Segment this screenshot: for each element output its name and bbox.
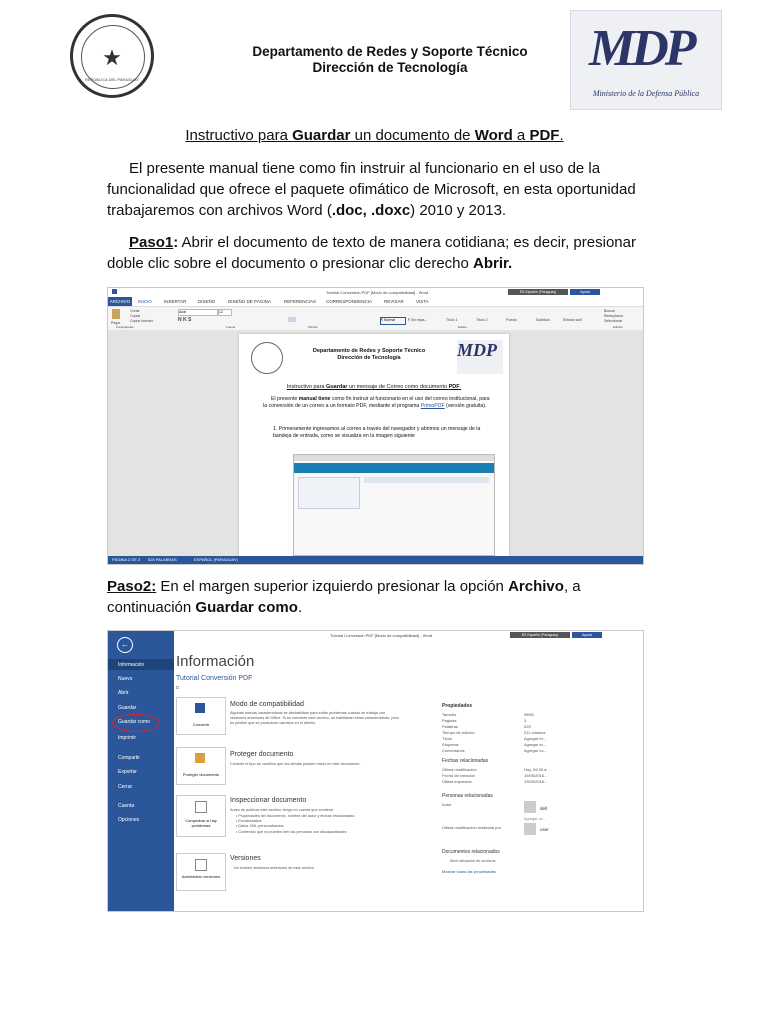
tab-insertar[interactable]: INSERTAR	[164, 299, 187, 304]
paste-icon[interactable]	[112, 309, 120, 319]
sidebar-item-abrir[interactable]: Abrir	[118, 690, 129, 696]
sidebar-item-cerrar[interactable]: Cerrar	[118, 784, 133, 790]
sidebar-item-exportar[interactable]: Exportar	[118, 769, 137, 775]
versions-button[interactable]: Administrar versiones	[176, 853, 226, 891]
tab-archivo[interactable]: ARCHIVO	[109, 299, 131, 304]
backstage-sidebar: ← Información Nuevo Abrir Guardar Guardar como Imprimir Compartir Exportar Cerrar Cuenta Opciones	[108, 631, 174, 911]
word-titlebar: Tutorial Conversión PDF [Modo de compatibilidad] - Word ES Español (Paraguay) Ayuda	[108, 288, 643, 297]
inner-logo: MDP	[457, 340, 503, 374]
paso1-paragraph: Paso1: Abrir el documento de texto de manera cotidiana; es decir, presionar doble clic sobre el documento o presionar clic derecho Abrir.	[107, 234, 636, 272]
backstage-screenshot: ← Información Nuevo Abrir Guardar Guardar como Imprimir Compartir Exportar Cerrar Cuenta Opciones Tutorial Conversión PDF [Modo de compatibilidad] - Word ES Español (Paraguay) Ayuda Información Tutorial Conversión PDF D Convertir Modo de compatibilidad Algunas nuevas características se deshabilitan para evitar problemas cuando se trabaja con versiones anteriores de Office. Si se convierte este archivo, se habilitarán estas características, pero es posible que se produzcan cambios en el diseño. Proteger documento Proteger documento Controle el tipo de cambios que los demás pueden hacer en este documento. Comprobar si hay problemas Inspeccionar documento Antes de publicar este archivo, tenga en cuenta que contiene: • Propiedades del documento, nombre del autor y fechas relacionadas • Encabezados • Datos XML personalizados • Contenido que no pueden leer las personas con discapacidades Administrar versiones Versiones No existen versiones anteriores de este archivo. Propiedades Tamaño 98KB Páginas 3 Palabras 525 Tiempo de edición 211 minutos Título Agregar tít... Etiquetas Agregar et... Comentarios Agregar co... Fechas relacionadas Última modificación Hoy, 09:30 a... Fecha de creación 19/05/2016... Última impresión 19/05/2016... Personas relacionadas Autor dell Agregar un... Última modificación realizada por user Documentos relacionados Abrir ubicación de archivos Mostrar todas las propiedades	[107, 630, 644, 912]
sidebar-item-compartir[interactable]: Compartir	[118, 755, 140, 761]
star-icon: ★	[102, 45, 122, 70]
tab-diseno[interactable]: DISEÑO	[198, 299, 216, 304]
tab-referencias[interactable]: REFERENCIAS	[284, 299, 317, 304]
lock-icon	[195, 753, 205, 763]
info-heading: Información	[176, 653, 255, 670]
tab-diseno-pagina[interactable]: DISEÑO DE PÁGINA	[228, 299, 272, 304]
seal-text: REPÚBLICA DEL PARAGUAY	[85, 77, 139, 82]
style-normal[interactable]: ¶ Normal	[380, 317, 406, 325]
modifier-avatar	[524, 823, 536, 835]
size-select[interactable]: 12	[218, 309, 232, 316]
convert-icon	[195, 703, 205, 713]
sidebar-item-imprimir[interactable]: Imprimir	[118, 735, 137, 741]
sidebar-item-opciones[interactable]: Opciones	[118, 817, 140, 823]
status-bar: PÁGINA 2 DE 3 525 PALABRAS ESPAÑOL (PARAGUAY)	[108, 556, 643, 564]
logo-text: MDP	[589, 20, 693, 77]
ribbon: Pegar Cortar Copiar Copiar formato Arial 12 N K S ¶ Normal ¶ Sin espa... Título 1 Título 2 Puesto Subtítulo Énfasis sutil Buscar Reemplazar Seleccionar Portapapeles Fuente Párrafo Estilos Edición	[108, 307, 643, 331]
mdp-logo	[570, 10, 722, 110]
back-arrow-icon[interactable]: ←	[117, 637, 133, 653]
header-line1: Departamento de Redes y Soporte Técnico	[252, 44, 528, 59]
inspect-button[interactable]: Comprobar si hay problemas	[176, 795, 226, 837]
paso2-paragraph: Paso2: En el margen superior izquierdo presionar la opción Archivo, a continuación Guardar como.	[107, 578, 581, 616]
word-screenshot	[107, 287, 644, 565]
tab-vista[interactable]: VISTA	[416, 299, 429, 304]
ribbon-tabs	[108, 297, 643, 307]
sidebar-item-nuevo[interactable]: Nuevo	[118, 676, 133, 682]
convert-button[interactable]: Convertir	[176, 697, 226, 735]
tab-inicio[interactable]: INICIO	[138, 299, 152, 304]
font-select[interactable]: Arial	[178, 309, 218, 316]
author-avatar	[524, 801, 536, 813]
document-page: Departamento de Redes y Soporte Técnico Dirección de Tecnología MDP Instructivo para Guardar un mensaje de Correo como documento PDF. El presente manual tiene como fin instruir al funcionario en el uso del correo institucional, para la conversión de un correo a un formato PDF, mediante el programa PrimoPDF (versión gratuita). 1. Primeramente ingresamos al correo a través del navegador y abrimos un mensaje de la bandeja de entrada, como se visualiza en la imagen siguiente	[239, 334, 509, 558]
document-canvas	[108, 330, 643, 558]
doc-name: Tutorial Conversión PDF	[176, 675, 253, 682]
versions-icon	[195, 859, 207, 871]
logo-caption: Ministerio de la Defensa Pública	[592, 89, 700, 98]
doc-title: Instructivo para Guardar un documento de Word a PDF.	[185, 127, 564, 144]
protect-button[interactable]: Proteger documento	[176, 747, 226, 785]
header-line2: Dirección de Tecnología	[312, 60, 468, 75]
inspect-icon	[195, 801, 207, 813]
sidebar-item-guardar[interactable]: Guardar	[118, 705, 137, 711]
intro-paragraph: El presente manual tiene como fin instruir al funcionario en el uso de la funcionalidad que ofrece el paquete ofimático de Microsoft, en esta oportunidad trabajaremos con archivos Word (.doc, .doxc) 2010 y 2013.	[107, 160, 636, 219]
open-location-link[interactable]: Abrir ubicación de archivos	[450, 859, 496, 863]
show-all-properties-link[interactable]: Mostrar todas las propiedades	[442, 869, 496, 874]
tab-revisar[interactable]: REVISAR	[384, 299, 404, 304]
sidebar-item-guardar-como[interactable]: Guardar como	[118, 719, 150, 725]
align-left-icon[interactable]	[288, 317, 296, 322]
republica-seal	[70, 14, 154, 98]
word-save-icon	[112, 289, 117, 294]
embedded-email-screenshot	[293, 454, 495, 556]
tab-correspondencia[interactable]: CORRESPONDENCIA	[326, 299, 373, 304]
sidebar-item-cuenta[interactable]: Cuenta	[118, 803, 135, 809]
